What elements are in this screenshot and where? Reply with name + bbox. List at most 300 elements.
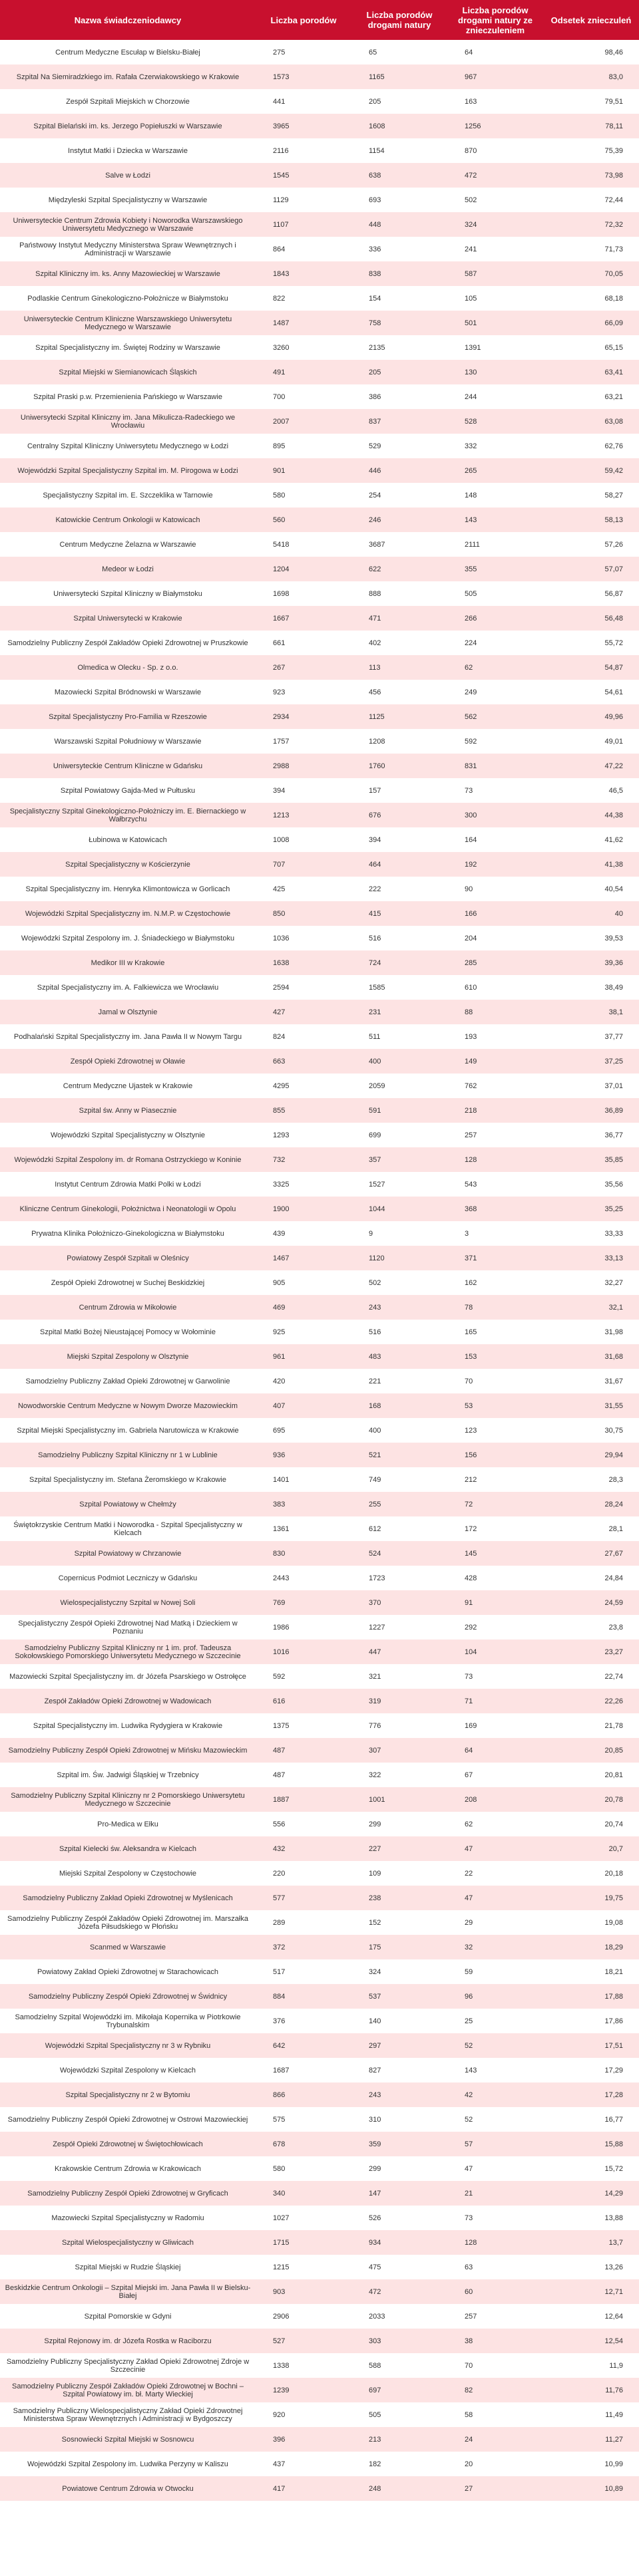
- natural-births-cell: 140: [351, 2009, 447, 2033]
- provider-name-cell: Samodzielny Publiczny Szpital Kliniczny nr 1 im. prof. Tadeusza Sokołowskiego Pomorskiego Uniwersytetu Medycznego w Szczecinie: [0, 1640, 256, 1664]
- anesthesia-percent-cell: 70,05: [543, 261, 639, 286]
- provider-name-cell: Copernicus Podmiot Leczniczy w Gdańsku: [0, 1566, 256, 1590]
- natural-births-cell: 516: [351, 926, 447, 950]
- natural-births-cell: 1044: [351, 1197, 447, 1221]
- anesthesia-births-cell: 42: [447, 2082, 543, 2107]
- total-births-cell: 396: [256, 2427, 351, 2452]
- natural-births-cell: 1125: [351, 704, 447, 729]
- natural-births-cell: 1608: [351, 114, 447, 138]
- natural-births-cell: 2059: [351, 1073, 447, 1098]
- anesthesia-births-cell: 62: [447, 1812, 543, 1836]
- anesthesia-births-cell: 78: [447, 1295, 543, 1320]
- natural-births-cell: 402: [351, 631, 447, 655]
- natural-births-cell: 213: [351, 2427, 447, 2452]
- table-row: [0, 606, 639, 631]
- anesthesia-births-cell: 73: [447, 1664, 543, 1689]
- anesthesia-births-cell: 428: [447, 1566, 543, 1590]
- anesthesia-births-cell: 128: [447, 1147, 543, 1172]
- anesthesia-births-cell: 47: [447, 1886, 543, 1910]
- provider-name-cell: Powiatowe Centrum Zdrowia w Otwocku: [0, 2476, 256, 2501]
- anesthesia-percent-cell: 29,94: [543, 1443, 639, 1467]
- table-row: [0, 1098, 639, 1123]
- total-births-cell: 592: [256, 1664, 351, 1689]
- anesthesia-births-cell: 592: [447, 729, 543, 754]
- natural-births-cell: 370: [351, 1590, 447, 1615]
- provider-name-cell: Wojewódzki Szpital Zespolony im. Ludwika Perzyny w Kaliszu: [0, 2452, 256, 2476]
- anesthesia-births-cell: 501: [447, 311, 543, 335]
- natural-births-cell: 1723: [351, 1566, 447, 1590]
- anesthesia-percent-cell: 11,27: [543, 2427, 639, 2452]
- anesthesia-births-cell: 472: [447, 163, 543, 188]
- table-row: [0, 950, 639, 975]
- anesthesia-births-cell: 96: [447, 1984, 543, 2009]
- table-row: [0, 1566, 639, 1590]
- anesthesia-percent-cell: 32,27: [543, 1270, 639, 1295]
- table-row: [0, 2329, 639, 2353]
- anesthesia-births-cell: 502: [447, 188, 543, 212]
- natural-births-cell: 724: [351, 950, 447, 975]
- total-births-cell: 707: [256, 852, 351, 877]
- table-row: [0, 2107, 639, 2132]
- total-births-cell: 678: [256, 2132, 351, 2156]
- provider-name-cell: Szpital Specjalistyczny im. Stefana Żeromskiego w Krakowie: [0, 1467, 256, 1492]
- anesthesia-percent-cell: 31,55: [543, 1393, 639, 1418]
- total-births-cell: 1887: [256, 1787, 351, 1812]
- total-births-cell: 616: [256, 1689, 351, 1713]
- anesthesia-births-cell: 505: [447, 581, 543, 606]
- total-births-cell: 427: [256, 1000, 351, 1024]
- anesthesia-percent-cell: 20,81: [543, 1763, 639, 1787]
- anesthesia-births-cell: 105: [447, 286, 543, 311]
- anesthesia-percent-cell: 31,68: [543, 1344, 639, 1369]
- table-row: [0, 680, 639, 704]
- natural-births-cell: 1165: [351, 65, 447, 89]
- anesthesia-percent-cell: 40: [543, 901, 639, 926]
- provider-name-cell: Samodzielny Publiczny Wielospecjalistyczny Zakład Opieki Zdrowotnej Ministerstwa Spraw Wewnętrznych i Administracji w Bydgoszczy: [0, 2402, 256, 2427]
- natural-births-cell: 307: [351, 1738, 447, 1763]
- natural-births-cell: 246: [351, 507, 447, 532]
- table-row: [0, 2378, 639, 2402]
- anesthesia-percent-cell: 38,49: [543, 975, 639, 1000]
- natural-births-cell: 464: [351, 852, 447, 877]
- anesthesia-percent-cell: 49,01: [543, 729, 639, 754]
- provider-name-cell: Zespół Opieki Zdrowotnej w Suchej Beskidzkiej: [0, 1270, 256, 1295]
- natural-births-cell: 9: [351, 1221, 447, 1246]
- anesthesia-births-cell: 204: [447, 926, 543, 950]
- table-row: [0, 2476, 639, 2501]
- anesthesia-percent-cell: 11,9: [543, 2353, 639, 2378]
- natural-births-cell: 386: [351, 384, 447, 409]
- anesthesia-births-cell: 368: [447, 1197, 543, 1221]
- table-row: [0, 237, 639, 261]
- anesthesia-births-cell: 63: [447, 2255, 543, 2279]
- table-row: [0, 1221, 639, 1246]
- anesthesia-births-cell: 73: [447, 2206, 543, 2230]
- anesthesia-percent-cell: 39,36: [543, 950, 639, 975]
- provider-name-cell: Samodzielny Publiczny Specjalistyczny Zakład Opieki Zdrowotnej Zdroje w Szczecinie: [0, 2353, 256, 2378]
- table-row: [0, 483, 639, 507]
- anesthesia-births-cell: 130: [447, 360, 543, 384]
- provider-name-cell: Samodzielny Publiczny Szpital Kliniczny nr 1 w Lublinie: [0, 1443, 256, 1467]
- total-births-cell: 1715: [256, 2230, 351, 2255]
- anesthesia-births-cell: 73: [447, 778, 543, 803]
- anesthesia-percent-cell: 32,1: [543, 1295, 639, 1320]
- natural-births-cell: 205: [351, 89, 447, 114]
- anesthesia-percent-cell: 20,18: [543, 1861, 639, 1886]
- anesthesia-percent-cell: 57,07: [543, 557, 639, 581]
- anesthesia-percent-cell: 20,85: [543, 1738, 639, 1763]
- total-births-cell: 372: [256, 1935, 351, 1959]
- provider-name-cell: Prywatna Klinika Położniczo-Ginekologiczna w Białymstoku: [0, 1221, 256, 1246]
- table-row: [0, 1369, 639, 1393]
- total-births-cell: 1843: [256, 261, 351, 286]
- total-births-cell: 491: [256, 360, 351, 384]
- total-births-cell: 855: [256, 1098, 351, 1123]
- total-births-cell: 850: [256, 901, 351, 926]
- total-births-cell: 903: [256, 2279, 351, 2304]
- anesthesia-percent-cell: 17,28: [543, 2082, 639, 2107]
- natural-births-cell: 2033: [351, 2304, 447, 2329]
- total-births-cell: 469: [256, 1295, 351, 1320]
- anesthesia-percent-cell: 83,0: [543, 65, 639, 89]
- total-births-cell: 2116: [256, 138, 351, 163]
- provider-name-cell: Międzyleski Szpital Specjalistyczny w Warszawie: [0, 188, 256, 212]
- natural-births-cell: 511: [351, 1024, 447, 1049]
- table-row: [0, 2181, 639, 2206]
- anesthesia-percent-cell: 28,24: [543, 1492, 639, 1516]
- natural-births-cell: 299: [351, 1812, 447, 1836]
- total-births-cell: 441: [256, 89, 351, 114]
- anesthesia-percent-cell: 68,18: [543, 286, 639, 311]
- anesthesia-births-cell: 192: [447, 852, 543, 877]
- natural-births-cell: 359: [351, 2132, 447, 2156]
- total-births-cell: 220: [256, 1861, 351, 1886]
- provider-name-cell: Szpital Kielecki św. Aleksandra w Kielcach: [0, 1836, 256, 1861]
- provider-name-cell: Wielospecjalistyczny Szpital w Nowej Soli: [0, 1590, 256, 1615]
- anesthesia-percent-cell: 14,29: [543, 2181, 639, 2206]
- provider-name-cell: Centrum Medyczne Escułap w Bielsku-Białej: [0, 40, 256, 65]
- total-births-cell: 700: [256, 384, 351, 409]
- table-body: [0, 40, 639, 2501]
- provider-name-cell: Państwowy Instytut Medyczny Ministerstwa Spraw Wewnętrznych i Administracji w Warszawie: [0, 237, 256, 261]
- anesthesia-percent-cell: 54,61: [543, 680, 639, 704]
- natural-births-cell: 205: [351, 360, 447, 384]
- table-row: [0, 1492, 639, 1516]
- natural-births-cell: 588: [351, 2353, 447, 2378]
- provider-name-cell: Szpital Uniwersytecki w Krakowie: [0, 606, 256, 631]
- provider-name-cell: Wojewódzki Szpital Specjalistyczny w Olsztynie: [0, 1123, 256, 1147]
- table-row: [0, 557, 639, 581]
- table-row: [0, 581, 639, 606]
- anesthesia-percent-cell: 40,54: [543, 877, 639, 901]
- table-row: [0, 1516, 639, 1541]
- anesthesia-percent-cell: 56,87: [543, 581, 639, 606]
- table-row: [0, 1123, 639, 1147]
- table-row: [0, 1418, 639, 1443]
- table-row: [0, 803, 639, 827]
- provider-name-cell: Szpital Powiatowy w Chrzanowie: [0, 1541, 256, 1566]
- anesthesia-births-cell: 285: [447, 950, 543, 975]
- anesthesia-percent-cell: 13,88: [543, 2206, 639, 2230]
- table-row: [0, 1935, 639, 1959]
- anesthesia-percent-cell: 66,09: [543, 311, 639, 335]
- table-row: [0, 532, 639, 557]
- anesthesia-percent-cell: 23,27: [543, 1640, 639, 1664]
- table-row: [0, 1049, 639, 1073]
- anesthesia-percent-cell: 36,77: [543, 1123, 639, 1147]
- total-births-cell: 575: [256, 2107, 351, 2132]
- header-natural-births: Liczba porodów drogami natury: [351, 0, 447, 40]
- total-births-cell: 866: [256, 2082, 351, 2107]
- anesthesia-percent-cell: 20,78: [543, 1787, 639, 1812]
- natural-births-cell: 182: [351, 2452, 447, 2476]
- natural-births-cell: 447: [351, 1640, 447, 1664]
- total-births-cell: 580: [256, 2156, 351, 2181]
- table-row: [0, 1836, 639, 1861]
- total-births-cell: 1986: [256, 1615, 351, 1640]
- total-births-cell: 961: [256, 1344, 351, 1369]
- table-row: [0, 2156, 639, 2181]
- anesthesia-births-cell: 62: [447, 655, 543, 680]
- provider-name-cell: Szpital św. Anny w Piasecznie: [0, 1098, 256, 1123]
- anesthesia-births-cell: 128: [447, 2230, 543, 2255]
- table-row: [0, 89, 639, 114]
- anesthesia-percent-cell: 47,22: [543, 754, 639, 778]
- natural-births-cell: 693: [351, 188, 447, 212]
- anesthesia-percent-cell: 41,38: [543, 852, 639, 877]
- anesthesia-births-cell: 831: [447, 754, 543, 778]
- natural-births-cell: 1154: [351, 138, 447, 163]
- total-births-cell: 556: [256, 1812, 351, 1836]
- table-row: [0, 1689, 639, 1713]
- anesthesia-births-cell: 292: [447, 1615, 543, 1640]
- anesthesia-births-cell: 53: [447, 1393, 543, 1418]
- table-row: [0, 1959, 639, 1984]
- table-row: [0, 852, 639, 877]
- anesthesia-percent-cell: 98,46: [543, 40, 639, 65]
- provider-name-cell: Szpital Matki Bożej Nieustającej Pomocy w Wołominie: [0, 1320, 256, 1344]
- anesthesia-percent-cell: 24,84: [543, 1566, 639, 1590]
- table-row: [0, 1197, 639, 1221]
- table-row: [0, 2304, 639, 2329]
- anesthesia-percent-cell: 71,73: [543, 237, 639, 261]
- table-row: [0, 655, 639, 680]
- anesthesia-births-cell: 88: [447, 1000, 543, 1024]
- natural-births-cell: 699: [351, 1123, 447, 1147]
- total-births-cell: 3965: [256, 114, 351, 138]
- table-row: [0, 1024, 639, 1049]
- natural-births-cell: 357: [351, 1147, 447, 1172]
- provider-name-cell: Szpital Specjalistyczny w Kościerzynie: [0, 852, 256, 877]
- table-row: [0, 754, 639, 778]
- anesthesia-percent-cell: 28,3: [543, 1467, 639, 1492]
- anesthesia-percent-cell: 58,13: [543, 507, 639, 532]
- natural-births-cell: 516: [351, 1320, 447, 1344]
- total-births-cell: 884: [256, 1984, 351, 2009]
- table-row: [0, 2427, 639, 2452]
- anesthesia-births-cell: 332: [447, 434, 543, 458]
- anesthesia-births-cell: 165: [447, 1320, 543, 1344]
- natural-births-cell: 837: [351, 409, 447, 434]
- provider-name-cell: Szpital im. Św. Jadwigi Śląskiej w Trzebnicy: [0, 1763, 256, 1787]
- total-births-cell: 3325: [256, 1172, 351, 1197]
- anesthesia-percent-cell: 17,29: [543, 2058, 639, 2082]
- table-row: [0, 507, 639, 532]
- provider-name-cell: Szpital Specjalistyczny im. Ludwika Rydygiera w Krakowie: [0, 1713, 256, 1738]
- anesthesia-births-cell: 21: [447, 2181, 543, 2206]
- table-row: [0, 1344, 639, 1369]
- natural-births-cell: 231: [351, 1000, 447, 1024]
- anesthesia-births-cell: 143: [447, 507, 543, 532]
- table-row: [0, 261, 639, 286]
- table-row: [0, 212, 639, 237]
- total-births-cell: 2934: [256, 704, 351, 729]
- total-births-cell: 1667: [256, 606, 351, 631]
- anesthesia-births-cell: 20: [447, 2452, 543, 2476]
- provider-name-cell: Powiatowy Zakład Opieki Zdrowotnej w Starachowicach: [0, 1959, 256, 1984]
- anesthesia-births-cell: 25: [447, 2009, 543, 2033]
- provider-name-cell: Centralny Szpital Kliniczny Uniwersytetu Medycznego w Łodzi: [0, 434, 256, 458]
- anesthesia-percent-cell: 73,98: [543, 163, 639, 188]
- provider-name-cell: Samodzielny Publiczny Zespół Opieki Zdrowotnej w Świdnicy: [0, 1984, 256, 2009]
- natural-births-cell: 168: [351, 1393, 447, 1418]
- anesthesia-births-cell: 52: [447, 2107, 543, 2132]
- table-row: [0, 1270, 639, 1295]
- total-births-cell: 1687: [256, 2058, 351, 2082]
- table-row: [0, 1393, 639, 1418]
- anesthesia-percent-cell: 13,26: [543, 2255, 639, 2279]
- table-row: [0, 311, 639, 335]
- table-row: [0, 434, 639, 458]
- table-row: [0, 1172, 639, 1197]
- header-provider-name: Nazwa świadczeniodawcy: [0, 0, 256, 40]
- provider-name-cell: Uniwersytecki Szpital Kliniczny im. Jana Mikulicza-Radeckiego we Wrocławiu: [0, 409, 256, 434]
- total-births-cell: 1027: [256, 2206, 351, 2230]
- provider-name-cell: Zespół Opieki Zdrowotnej w Oławie: [0, 1049, 256, 1073]
- anesthesia-percent-cell: 58,27: [543, 483, 639, 507]
- provider-name-cell: Wojewódzki Szpital Specjalistyczny nr 3 w Rybniku: [0, 2033, 256, 2058]
- table-row: [0, 1000, 639, 1024]
- table-row: [0, 926, 639, 950]
- anesthesia-percent-cell: 63,41: [543, 360, 639, 384]
- natural-births-cell: 3687: [351, 532, 447, 557]
- table-row: [0, 409, 639, 434]
- provider-name-cell: Szpital Specjalistyczny im. Henryka Klimontowicza w Gorlicach: [0, 877, 256, 901]
- provider-name-cell: Samodzielny Publiczny Zespół Opieki Zdrowotnej w Mińsku Mazowieckim: [0, 1738, 256, 1763]
- total-births-cell: 1036: [256, 926, 351, 950]
- anesthesia-births-cell: 72: [447, 1492, 543, 1516]
- total-births-cell: 1573: [256, 65, 351, 89]
- total-births-cell: 487: [256, 1738, 351, 1763]
- total-births-cell: 923: [256, 680, 351, 704]
- anesthesia-births-cell: 218: [447, 1098, 543, 1123]
- anesthesia-births-cell: 24: [447, 2427, 543, 2452]
- total-births-cell: 517: [256, 1959, 351, 1984]
- total-births-cell: 2988: [256, 754, 351, 778]
- anesthesia-percent-cell: 75,39: [543, 138, 639, 163]
- anesthesia-percent-cell: 24,59: [543, 1590, 639, 1615]
- natural-births-cell: 758: [351, 311, 447, 335]
- table-row: [0, 1787, 639, 1812]
- natural-births-cell: 147: [351, 2181, 447, 2206]
- anesthesia-percent-cell: 21,78: [543, 1713, 639, 1738]
- natural-births-cell: 321: [351, 1664, 447, 1689]
- total-births-cell: 407: [256, 1393, 351, 1418]
- anesthesia-percent-cell: 72,32: [543, 212, 639, 237]
- total-births-cell: 439: [256, 1221, 351, 1246]
- provider-name-cell: Wojewódzki Szpital Specjalistyczny im. N.M.P. w Częstochowie: [0, 901, 256, 926]
- natural-births-cell: 222: [351, 877, 447, 901]
- natural-births-cell: 243: [351, 2082, 447, 2107]
- anesthesia-births-cell: 47: [447, 2156, 543, 2181]
- table-row: [0, 188, 639, 212]
- anesthesia-births-cell: 587: [447, 261, 543, 286]
- total-births-cell: 895: [256, 434, 351, 458]
- provider-name-cell: Jamal w Olsztynie: [0, 1000, 256, 1024]
- total-births-cell: 1016: [256, 1640, 351, 1664]
- natural-births-cell: 65: [351, 40, 447, 65]
- provider-name-cell: Nowodworskie Centrum Medyczne w Nowym Dworze Mazowieckim: [0, 1393, 256, 1418]
- anesthesia-births-cell: 123: [447, 1418, 543, 1443]
- table-row: [0, 1984, 639, 2009]
- total-births-cell: 642: [256, 2033, 351, 2058]
- anesthesia-percent-cell: 37,25: [543, 1049, 639, 1073]
- anesthesia-percent-cell: 79,51: [543, 89, 639, 114]
- anesthesia-births-cell: 371: [447, 1246, 543, 1270]
- natural-births-cell: 776: [351, 1713, 447, 1738]
- table-row: [0, 778, 639, 803]
- anesthesia-percent-cell: 55,72: [543, 631, 639, 655]
- table-row: [0, 1443, 639, 1467]
- anesthesia-births-cell: 67: [447, 1763, 543, 1787]
- anesthesia-births-cell: 244: [447, 384, 543, 409]
- provider-name-cell: Podlaskie Centrum Ginekologiczno-Położnicze w Białymstoku: [0, 286, 256, 311]
- total-births-cell: 2594: [256, 975, 351, 1000]
- natural-births-cell: 238: [351, 1886, 447, 1910]
- natural-births-cell: 502: [351, 1270, 447, 1295]
- table-row: [0, 1738, 639, 1763]
- table-row: [0, 1541, 639, 1566]
- provider-name-cell: Beskidzkie Centrum Onkologii – Szpital Miejski im. Jana Pawła II w Bielsku-Białej: [0, 2279, 256, 2304]
- anesthesia-births-cell: 164: [447, 827, 543, 852]
- provider-name-cell: Medeor w Łodzi: [0, 557, 256, 581]
- total-births-cell: 905: [256, 1270, 351, 1295]
- anesthesia-percent-cell: 56,48: [543, 606, 639, 631]
- anesthesia-percent-cell: 62,76: [543, 434, 639, 458]
- anesthesia-percent-cell: 59,42: [543, 458, 639, 483]
- natural-births-cell: 113: [351, 655, 447, 680]
- anesthesia-births-cell: 208: [447, 1787, 543, 1812]
- anesthesia-births-cell: 64: [447, 40, 543, 65]
- table-row: [0, 2058, 639, 2082]
- anesthesia-births-cell: 149: [447, 1049, 543, 1073]
- anesthesia-births-cell: 212: [447, 1467, 543, 1492]
- anesthesia-percent-cell: 17,86: [543, 2009, 639, 2033]
- anesthesia-births-cell: 64: [447, 1738, 543, 1763]
- anesthesia-births-cell: 104: [447, 1640, 543, 1664]
- total-births-cell: 1107: [256, 212, 351, 237]
- anesthesia-births-cell: 562: [447, 704, 543, 729]
- anesthesia-percent-cell: 31,67: [543, 1369, 639, 1393]
- anesthesia-births-cell: 47: [447, 1836, 543, 1861]
- anesthesia-percent-cell: 17,51: [543, 2033, 639, 2058]
- anesthesia-percent-cell: 22,74: [543, 1664, 639, 1689]
- total-births-cell: 1375: [256, 1713, 351, 1738]
- natural-births-cell: 324: [351, 1959, 447, 1984]
- total-births-cell: 732: [256, 1147, 351, 1172]
- provider-name-cell: Szpital Specjalistyczny Pro-Familia w Rzeszowie: [0, 704, 256, 729]
- anesthesia-percent-cell: 78,11: [543, 114, 639, 138]
